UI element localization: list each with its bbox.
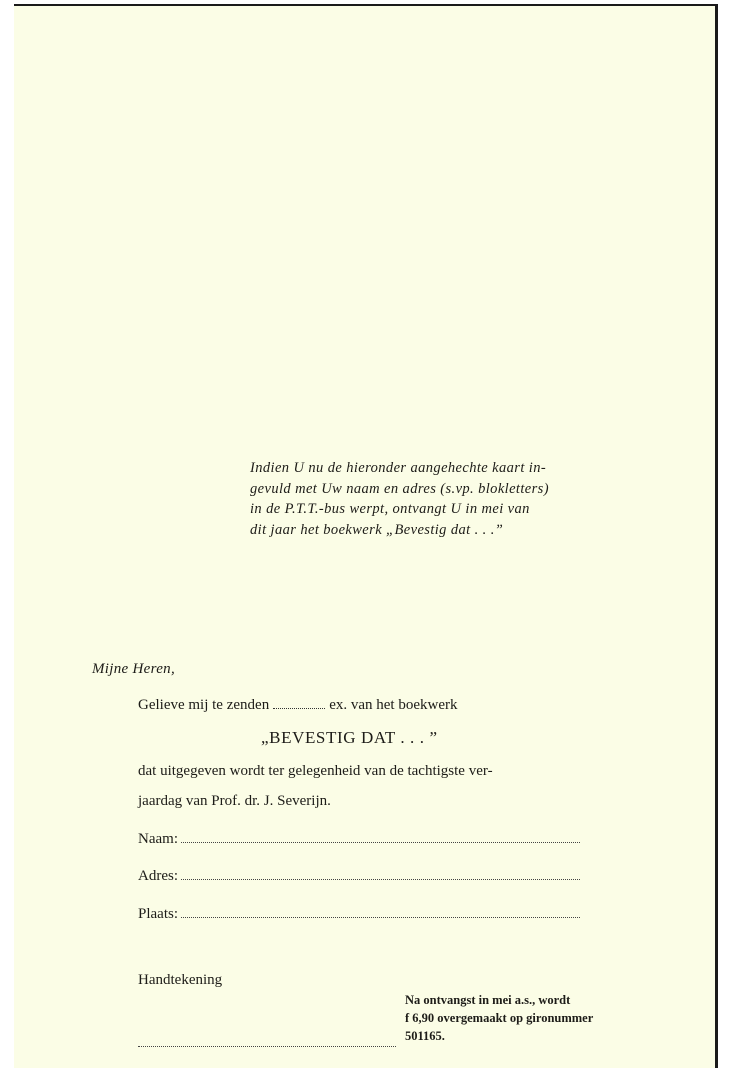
naam-input-line[interactable] xyxy=(181,832,580,843)
intro-line: Indien U nu de hieronder aangehechte kaart in- xyxy=(250,460,547,476)
plaats-label: Plaats: xyxy=(138,906,178,922)
plaats-input-line[interactable] xyxy=(181,907,580,918)
adres-input-line[interactable] xyxy=(181,869,580,880)
signature-label: Handtekening xyxy=(138,972,223,988)
signature-line[interactable] xyxy=(138,1042,396,1047)
payment-note-line: f 6,90 overgemaakt op gironummer xyxy=(405,1011,594,1025)
naam-field xyxy=(138,831,580,848)
intro-line: in de P.T.T.-bus werpt, ontvangt U in mei van xyxy=(250,501,530,517)
salutation: Mijne Heren, xyxy=(92,661,176,677)
order-card-page xyxy=(14,4,718,1068)
adres-label: Adres: xyxy=(138,868,178,884)
order-quantity-line xyxy=(138,696,458,714)
intro-paragraph xyxy=(250,458,620,540)
naam-label: Naam: xyxy=(138,831,178,847)
intro-line: dit jaar het boekwerk „Bevestig dat . . .” xyxy=(250,521,504,538)
order-suffix: ex. van het boekwerk xyxy=(329,697,458,713)
plaats-field xyxy=(138,906,580,923)
intro-line: gevuld met Uw naam en adres (s.vp. blokletters) xyxy=(250,480,549,497)
occasion-line: dat uitgegeven wordt ter gelegenheid van de tachtigste ver- xyxy=(138,763,493,779)
occasion-line: jaardag van Prof. dr. J. Severijn. xyxy=(138,793,331,809)
payment-note xyxy=(405,991,627,1045)
payment-note-line: 501165. xyxy=(405,1029,445,1043)
payment-note-line: Na ontvangst in mei a.s., wordt xyxy=(405,993,571,1007)
book-title: „BEVESTIG DAT . . . ” xyxy=(261,728,438,747)
order-prefix: Gelieve mij te zenden xyxy=(138,697,270,713)
quantity-field[interactable] xyxy=(273,696,325,709)
adres-field xyxy=(138,868,580,885)
